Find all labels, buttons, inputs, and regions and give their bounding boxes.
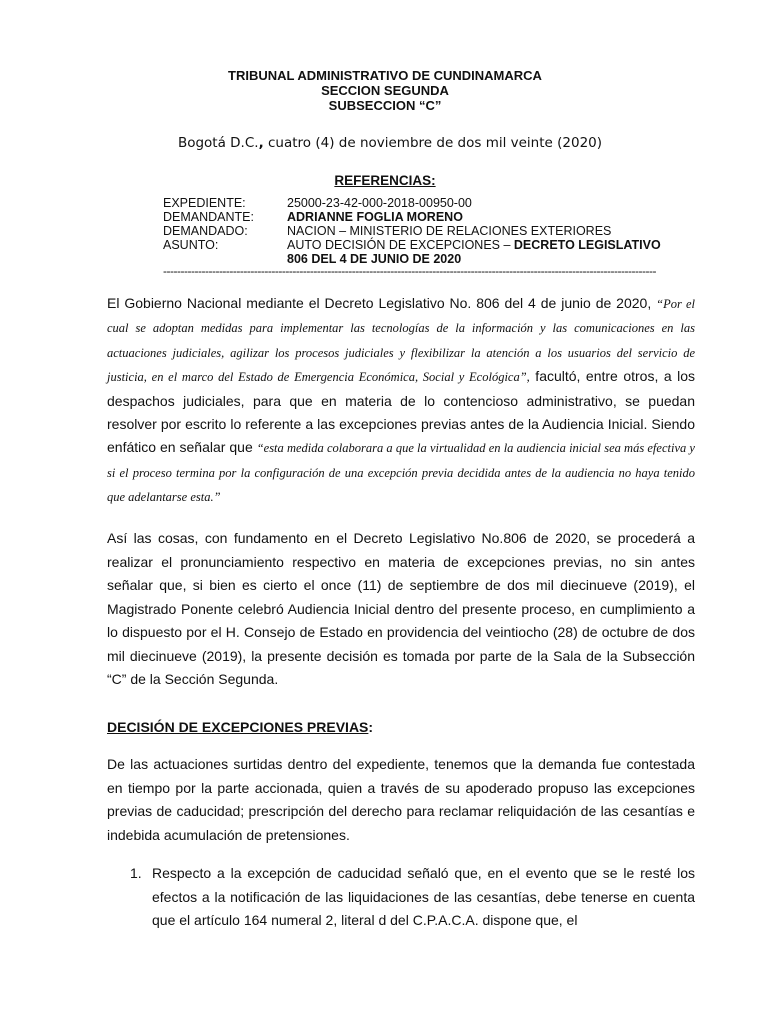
date-text: cuatro (4) de noviembre de dos mil veinte (2020)	[263, 135, 603, 151]
section-title-suffix: :	[368, 719, 374, 735]
paragraph-intro	[107, 292, 695, 510]
measure-quote: “esta medida colaborara a que la virtualidad en la audiencia inicial sea más efectiva y si el proceso termina por la configuración de una excepción previa decidida antes de la audiencia no haya tenido que adelantarse esta.”	[107, 441, 695, 505]
numbered-list	[130, 862, 695, 933]
ref-value: 25000-23-42-000-2018-00950-00	[287, 196, 472, 210]
paragraph-intro-text: El Gobierno Nacional mediante el Decreto Legislativo No. 806 del 4 de junio de 2020,	[107, 295, 657, 311]
references-title: REFERENCIAS:	[334, 173, 436, 188]
ref-key: EXPEDIENTE:	[163, 196, 246, 210]
references-table	[163, 196, 667, 266]
decree-quote: “Por el cual se adoptan medidas para implementar las tecnologías de la información y las comunicaciones en las actuaciones judiciales, agilizar los procesos judiciales y flexibilizar la atención a los usuarios del servicio de justicia, en el marco del Estado de Emergencia Económica, Social y Ecológica”,	[107, 297, 695, 385]
ref-value: NACION – MINISTERIO DE RELACIONES EXTERIORES	[287, 224, 612, 238]
ref-value	[287, 238, 667, 266]
ref-row-expediente	[163, 196, 667, 210]
section-title	[107, 719, 373, 735]
date-line: Bogotá D.C., cuatro (4) de noviembre de dos mil veinte (2020)	[177, 135, 603, 151]
list-item	[130, 862, 695, 933]
separator-line: ---------------------------------------------------------------------------------------------------------------------------------------------	[163, 264, 656, 278]
ref-key: DEMANDANTE:	[163, 210, 254, 224]
ref-value-bold: DECRETO LEGISLATIVO 806 DEL 4 DE JUNIO DE 2020	[287, 238, 661, 266]
ref-value-plain: AUTO DECISIÓN DE EXCEPCIONES –	[287, 238, 514, 252]
section-name: SECCION SEGUNDA	[321, 83, 449, 98]
list-item-text: Respecto a la excepción de caducidad señaló que, en el evento que se le resté los efectos a la notificación de las liquidaciones de las cesantías, debe tenerse en cuenta que el artículo 164 numeral 2, literal d del C.P.A.C.A. dispone que, el	[152, 865, 695, 928]
ref-key: DEMANDADO:	[163, 224, 248, 238]
list-item-number: 1.	[130, 865, 142, 881]
subsection-name: SUBSECCION “C”	[328, 98, 442, 113]
ref-row-asunto	[163, 238, 667, 266]
paragraph-procedure: Así las cosas, con fundamento en el Decreto Legislativo No.806 de 2020, se procederá a realizar el pronunciamiento respectivo en materia de excepciones previas, no sin antes señalar que, si bien es cierto el once (11) de septiembre de dos mil diecinueve (2019), el Magistrado Ponente celebró Audiencia Inicial dentro del presente proceso, en cumplimiento a lo dispuesto por el H. Consejo de Estado en providencia del veintiocho (28) de octubre de dos mil diecinueve (2019), la presente decisión es tomada por parte de la Sala de la Subsección “C” de la Sección Segunda.	[107, 530, 695, 687]
paragraph-intro-middle: facultó, entre otros, a los despachos judiciales, para que en materia de lo contencioso administrativo, se puedan resolver por escrito lo referente a las excepciones previas antes de la Audiencia Inicial. Siendo enfático en señalar que	[107, 368, 695, 456]
section-title-text: DECISIÓN DE EXCEPCIONES PREVIAS	[107, 719, 369, 735]
ref-value: ADRIANNE FOGLIA MORENO	[287, 210, 463, 224]
court-header	[0, 68, 770, 113]
ref-key: ASUNTO:	[163, 238, 219, 252]
date-place: Bogotá D.C.	[177, 135, 259, 151]
court-name: TRIBUNAL ADMINISTRATIVO DE CUNDINAMARCA	[228, 68, 542, 83]
ref-row-demandado	[163, 224, 667, 238]
paragraph-exceptions: De las actuaciones surtidas dentro del expediente, tenemos que la demanda fue contestada en tiempo por la parte accionada, quien a través de su apoderado propuso las excepciones previas de caducidad; prescripción del derecho para reclamar reliquidación de las cesantías e indebida acumulación de pretensiones.	[107, 756, 695, 843]
ref-row-demandante	[163, 210, 667, 224]
